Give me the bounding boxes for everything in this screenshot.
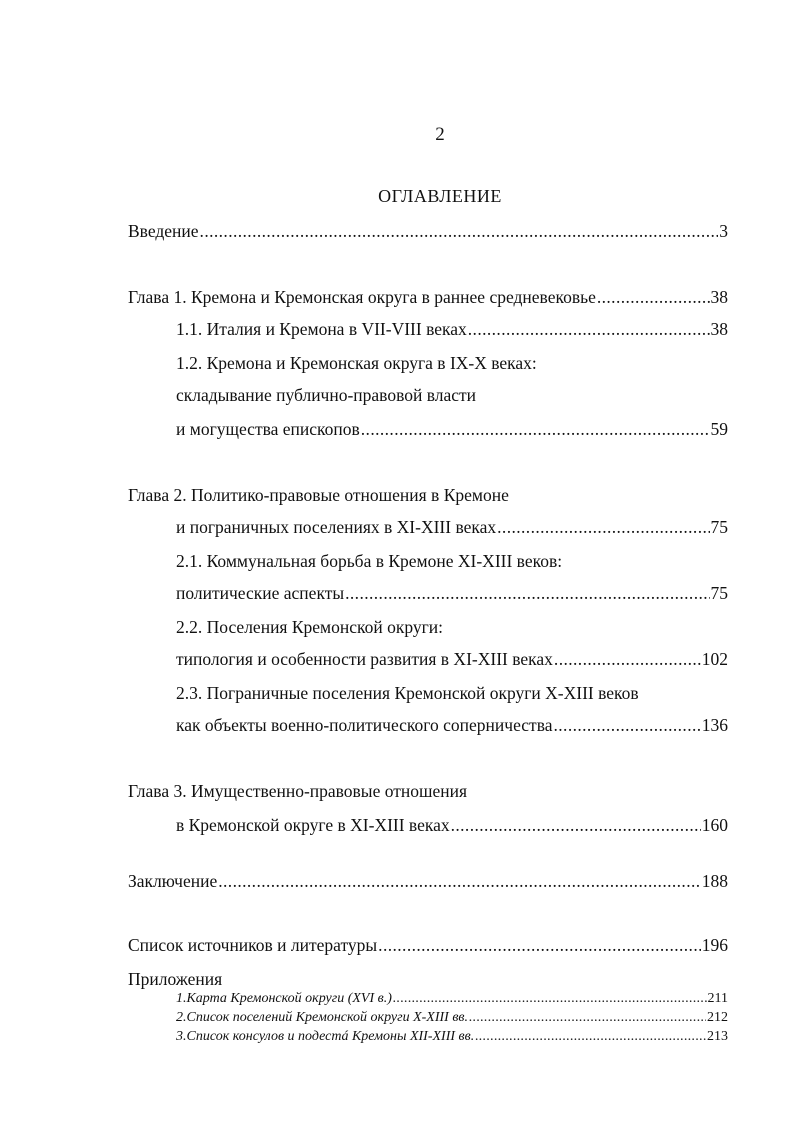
dot-leader	[497, 516, 709, 538]
appendix-page: 212	[707, 1010, 728, 1025]
appendix-text: Список поселений Кремонской округи X-XIII вв.	[186, 1010, 468, 1025]
appendix-text: Список консулов и подестá Кремоны XII-XIII вв.	[186, 1029, 475, 1044]
dot-leader	[218, 870, 701, 892]
toc-entry-chapter-3	[176, 814, 728, 836]
dot-leader	[361, 418, 710, 440]
toc-entry-page: 3	[719, 221, 728, 241]
toc-entry-section-2-3	[176, 714, 728, 736]
toc-entry-section-1-2-line2: складывание публично-правовой власти	[176, 385, 477, 405]
toc-entry-page: 59	[710, 419, 728, 439]
toc-entry-page: 196	[701, 935, 728, 955]
page-number: 2	[435, 124, 445, 145]
dot-leader	[468, 318, 710, 340]
appendix-number: 1.	[176, 991, 187, 1006]
dot-leader	[451, 814, 701, 836]
toc-entry-conclusion	[128, 870, 728, 892]
toc-entry-section-1-2-line1: 1.2. Кремона и Кремонская округа в IX-X веках:	[176, 353, 537, 373]
dot-leader	[554, 714, 701, 736]
toc-entry-chapter-2-line1: Глава 2. Политико-правовые отношения в Кремоне	[128, 485, 509, 505]
toc-entry-sources	[128, 934, 728, 956]
dot-leader	[378, 934, 701, 956]
toc-entry-page: 75	[710, 583, 728, 603]
toc-entry-chapter-2	[176, 516, 728, 538]
dot-leader	[554, 648, 701, 670]
toc-entry-section-2-1	[176, 582, 728, 604]
toc-entry-section-2-2-line1: 2.2. Поселения Кремонской округи:	[176, 617, 444, 637]
toc-appendix-2	[176, 1009, 728, 1027]
toc-entry-section-1-1	[176, 318, 728, 340]
appendix-page: 211	[707, 991, 728, 1006]
toc-entry-section-2-2	[176, 648, 728, 670]
toc-entry-text: и пограничных поселениях в XI-XIII веках	[176, 517, 497, 537]
toc-entry-page: 102	[701, 649, 728, 669]
toc-entry-chapter-1	[128, 286, 728, 308]
toc-entry-text: Список источников и литературы	[128, 935, 378, 955]
toc-entry-page: 136	[701, 715, 728, 735]
toc-entry-text: как объекты военно-политического соперничества	[176, 715, 553, 735]
appendix-text: Карта Кремонской округи (XVI в.)	[186, 991, 392, 1006]
dot-leader	[597, 286, 710, 308]
toc-entry-text: в Кремонской округе в XI-XIII веках	[176, 815, 450, 835]
toc-entry-section-2-3-line1: 2.3. Пограничные поселения Кремонской округи X-XIII веков	[176, 683, 639, 703]
toc-appendix-1	[176, 990, 728, 1008]
page-title: ОГЛАВЛЕНИЕ	[378, 186, 502, 206]
toc-entry-page: 188	[701, 871, 728, 891]
appendix-number: 3.	[176, 1029, 187, 1044]
toc-appendix-3	[176, 1028, 728, 1046]
toc-entry-page: 38	[710, 287, 728, 307]
dot-leader	[345, 582, 709, 604]
toc-entry-text: политические аспекты	[176, 583, 345, 603]
appendix-number: 2.	[176, 1010, 187, 1025]
toc-entry-text: 1.1. Италия и Кремона в VII-VIII веках	[176, 319, 467, 339]
appendix-page: 213	[707, 1029, 728, 1044]
toc-appendices-label: Приложения	[128, 969, 223, 989]
dot-leader	[475, 1028, 706, 1046]
toc-entry-text: Заключение	[128, 871, 218, 891]
toc-entry-page: 160	[701, 815, 728, 835]
toc-entry-section-1-2	[176, 418, 728, 440]
toc-entry-chapter-3-line1: Глава 3. Имущественно-правовые отношения	[128, 781, 468, 801]
dot-leader	[393, 990, 707, 1008]
toc-entry-page: 38	[710, 319, 728, 339]
toc-entry-section-2-1-line1: 2.1. Коммунальная борьба в Кремоне XI-XIII веков:	[176, 551, 563, 571]
dot-leader	[200, 220, 719, 242]
toc-entry-text: типология и особенности развития в XI-XIII веках	[176, 649, 553, 669]
toc-entry-text: и могущества епископов	[176, 419, 360, 439]
dot-leader	[469, 1009, 706, 1027]
toc-entry-text: Глава 1. Кремона и Кремонская округа в раннее средневековье	[128, 287, 596, 307]
toc-entry-page: 75	[710, 517, 728, 537]
toc-entry-intro	[128, 220, 728, 242]
toc-entry-text: Введение	[128, 221, 199, 241]
